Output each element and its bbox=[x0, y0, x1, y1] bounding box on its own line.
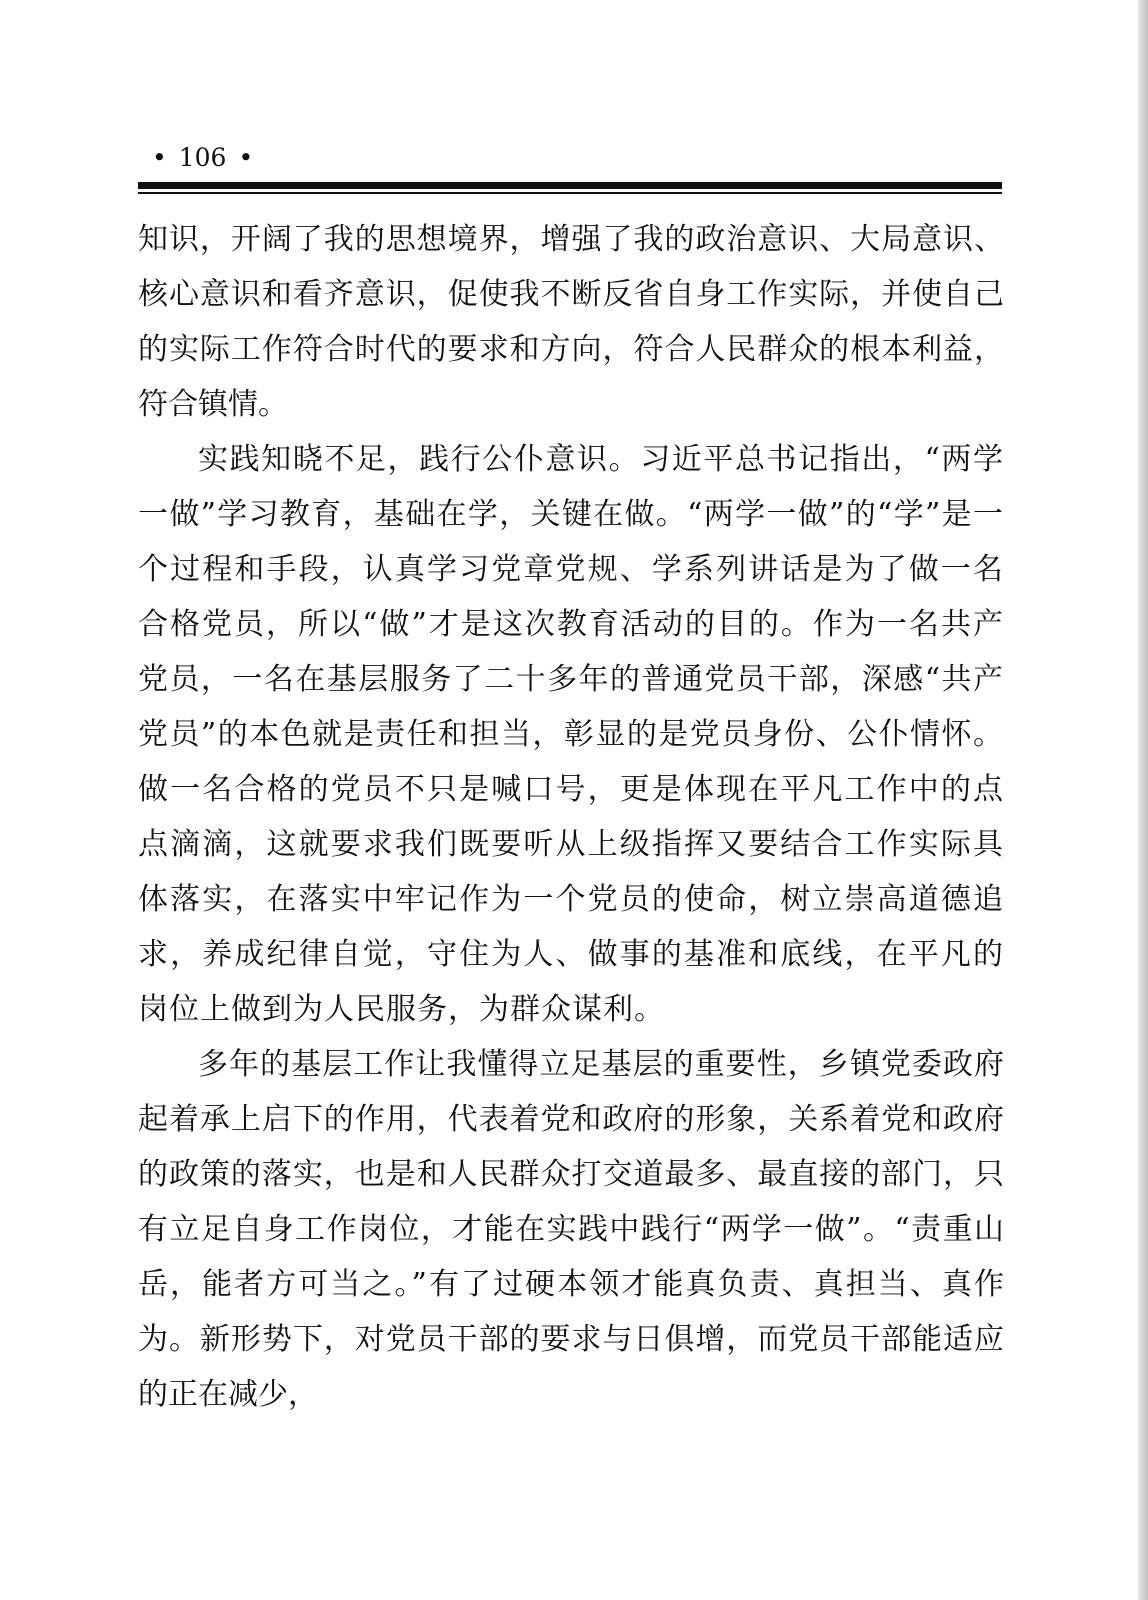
header-bullet-right: • bbox=[238, 143, 254, 172]
scan-page-edge bbox=[1138, 0, 1148, 1600]
body-text bbox=[138, 212, 1004, 1422]
paragraph-1: 知识，开阔了我的思想境界，增强了我的政治意识、大局意识、核心意识和看齐意识，促使我不断反省自身工作实际，并使自己的实际工作符合时代的要求和方向，符合人民群众的根本利益，符合镇情。 bbox=[138, 222, 1004, 422]
paragraph-3: 多年的基层工作让我懂得立足基层的重要性，乡镇党委政府起着承上启下的作用，代表着党和政府的形象，关系着党和政府的政策的落实，也是和人民群众打交道最多、最直接的部门，只有立足自身工作岗位，才能在实践中践行“两学一做”。“责重山岳，能者方可当之。”有了过硬本领才能真负责、真担当、真作为。新形势下，对党员干部的要求与日俱增，而党员干部能适应的正在减少， bbox=[138, 1047, 1004, 1412]
page-header bbox=[140, 143, 1000, 173]
header-rule-thick bbox=[138, 182, 1002, 189]
page-number: 106 bbox=[178, 143, 227, 172]
paragraph-2: 实践知晓不足，践行公仆意识。习近平总书记指出，“两学一做”学习教育，基础在学，关键在做。“两学一做”的“学”是一个过程和手段，认真学习党章党规、学系列讲话是为了做一名合格党员，所以“做”才是这次教育活动的目的。作为一名共产党员，一名在基层服务了二十多年的普通党员干部，深感“共产党员”的本色就是责任和担当，彰显的是党员身份、公仆情怀。做一名合格的党员不只是喊口号，更是体现在平凡工作中的点点滴滴，这就要求我们既要听从上级指挥又要结合工作实际具体落实，在落实中牢记作为一个党员的使命，树立崇高道德追求，养成纪律自觉，守住为人、做事的基准和底线，在平凡的岗位上做到为人民服务，为群众谋利。 bbox=[138, 442, 1004, 1027]
header-bullet-left: • bbox=[152, 143, 167, 172]
header-rule-thin bbox=[138, 192, 1002, 194]
